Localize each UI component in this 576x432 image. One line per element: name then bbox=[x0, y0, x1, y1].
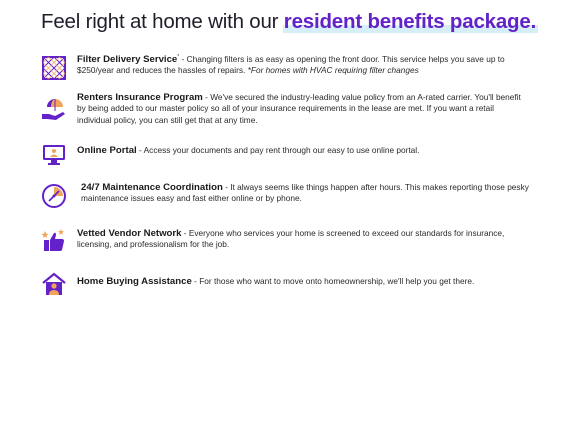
separator: - bbox=[202, 92, 211, 102]
benefit-description: It always seems like things happen after hours. This makes reporting those pesky maintenance issues easy and fast either online or by phone. bbox=[81, 182, 529, 204]
benefit-title: 24/7 Maintenance Coordination bbox=[81, 182, 223, 193]
monitor-icon bbox=[41, 142, 67, 168]
benefit-title: Filter Delivery Service bbox=[77, 53, 178, 65]
separator: - bbox=[222, 182, 231, 192]
separator: - bbox=[179, 53, 187, 64]
umbrella-hand-icon bbox=[41, 96, 67, 122]
headline-highlight: resident benefits package. bbox=[283, 10, 537, 33]
benefit-title: Online Portal bbox=[77, 145, 137, 156]
benefit-title: Renters Insurance Program bbox=[77, 92, 203, 103]
benefit-description: We've secured the industry-leading value policy from an A-rated carrier. You'll benefit by being added to our master policy so all of your insurance requirements in the lease are met. If you want a retail individual policy, you can still get that at any time. bbox=[77, 92, 521, 125]
house-person-icon bbox=[41, 271, 67, 297]
benefit-description: Everyone who services your home is screened to exceed our standards for insurance, licensing, and professionalism for the job. bbox=[77, 228, 505, 250]
separator: - bbox=[136, 145, 144, 155]
separator: - bbox=[181, 228, 189, 238]
filter-icon bbox=[41, 55, 67, 81]
benefit-description: For those who want to move onto homeownership, we'll help you get there. bbox=[199, 276, 475, 286]
benefit-note: *For homes with HVAC requiring filter changes bbox=[247, 65, 419, 76]
separator: - bbox=[191, 276, 200, 286]
benefit-description: Access your documents and pay rent through our easy to use online portal. bbox=[143, 145, 420, 155]
title-mark: * bbox=[177, 54, 180, 60]
page-title bbox=[41, 10, 536, 34]
benefit-title: Home Buying Assistance bbox=[77, 276, 192, 287]
thumbs-up-icon bbox=[41, 227, 67, 253]
benefit-title: Vetted Vendor Network bbox=[77, 228, 182, 239]
headline-prefix: Feel right at home with our bbox=[41, 10, 284, 33]
clock-icon bbox=[41, 183, 67, 209]
benefit-description: Changing filters is as easy as opening the front door. This service helps you save up to $250/year and reduces the hassles of repairs. bbox=[77, 53, 505, 76]
